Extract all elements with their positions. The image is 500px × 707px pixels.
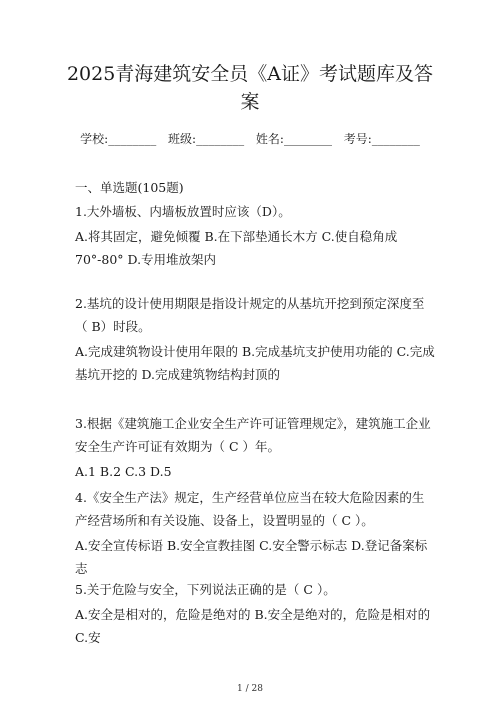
- page-number: 1 / 28: [237, 684, 263, 694]
- name-field: 姓名:________: [255, 132, 332, 146]
- question-options: A.将其固定，避免倾覆 B.在下部垫通长木方 C.使自稳角成70°-80° D.专用堆放架内: [75, 229, 398, 267]
- question-stem: 4.《安全生产法》规定，生产经营单位应当在较大危险因素的生产经营场所和有关设施、设备上，设置明显的（ C ）。: [75, 490, 425, 528]
- document-title: 2025青海建筑安全员《A证》考试题库及答案: [66, 63, 434, 113]
- question-options: A.1 B.2 C.3 D.5: [75, 464, 172, 479]
- student-info-line: [0, 130, 500, 147]
- class-field: 班级:________: [168, 132, 245, 146]
- question-stem: 1.大外墙板、内墙板放置时应该（D）。: [75, 204, 291, 219]
- question-options: A.完成建筑物设计使用年限的 B.完成基坑支护使用功能的 C.完成基坑开挖的 D.完成建筑物结构封顶的: [75, 344, 435, 382]
- question-stem: 3.根据《建筑施工企业安全生产许可证管理规定》，建筑施工企业安全生产许可证有效期为（ C ）年。: [75, 416, 431, 454]
- question-options: A.安全宣传标语 B.安全宣教挂图 C.安全警示标志 D.登记备案标志: [75, 538, 428, 576]
- school-field: 学校:________: [80, 132, 157, 146]
- question-1: [75, 200, 435, 271]
- section-heading: 一、单选题(105题): [75, 180, 184, 195]
- question-stem: 2.基坑的设计使用期限是指设计规定的从基坑开挖到预定深度至（ B）时段。: [75, 296, 425, 334]
- question-4: [75, 486, 435, 580]
- question-2: [75, 292, 435, 386]
- question-options: A.安全是相对的，危险是绝对的 B.安全是绝对的，危险是相对的 C.安: [75, 607, 431, 645]
- question-3: [75, 412, 435, 483]
- exam-number-field: 考号:________: [343, 132, 420, 146]
- question-5: [75, 578, 435, 649]
- question-stem: 5.关于危险与安全，下列说法正确的是（ C ）。: [75, 582, 336, 597]
